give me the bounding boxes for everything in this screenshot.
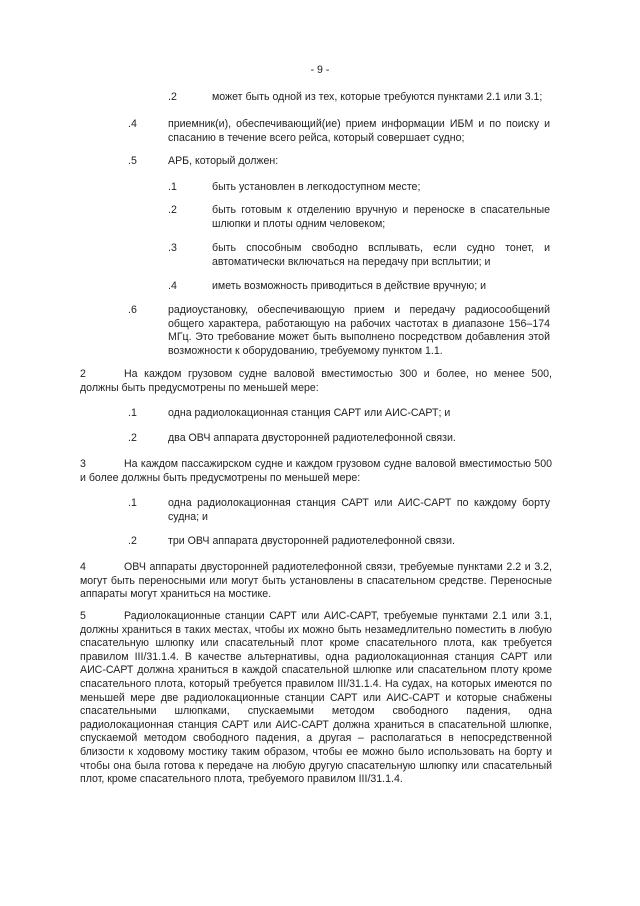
section-number: 5	[80, 610, 86, 622]
subitem-number: .1	[168, 181, 177, 193]
section-text: На каждом грузовом судне валовой вместимостью 300 и более, но менее 500, должны быть предусмотрены по меньшей мере:	[80, 368, 552, 394]
subitem-number: .3	[168, 242, 177, 254]
item-number: .1	[128, 407, 137, 419]
section-4-paragraph	[80, 561, 552, 602]
section-2-paragraph	[80, 368, 552, 395]
item-text: два ОВЧ аппарата двусторонней радиотелефонной связи.	[168, 432, 456, 444]
item-number: .5	[128, 155, 137, 167]
item-text: радиоустановку, обеспечивающую прием и передачу радиосообщений общего характера, работающую на рабочих частотах в диапазоне 156–174 МГц. Это требование может быть выполнено посредством добавления этой возможности к оборудованию, требуемому пунктом 1.1.	[168, 304, 550, 357]
item-number: .2	[128, 432, 137, 444]
subitem-number: .4	[168, 280, 177, 292]
section-text: Радиолокационные станции САРТ или АИС-САРТ, требуемые пунктами 2.1 или 3.1, должны храниться в таких местах, чтобы их можно быть незамедлительно поместить в любую спасательную шлюпку или спасательный плот кроме спасательного плота, как требуется правилом III/31.1.4. В качестве альтернативы, одна радиолокационная станция САРТ или АИС-САРТ должна храниться в каждой спасательной шлюпке или спасательном плоту кроме спасательного плота, который требуется правилом III/31.1.4. На судах, на которых имеются по меньшей мере две радиолокационные станции САРТ или АИС-САРТ и которые снабжены спасательными шлюпками, спускаемыми методом свободного падения, одна радиолокационная станция САРТ или АИС-САРТ должна храниться в спасательной шлюпке, спускаемой методом свободного падения, а другая – располагаться в непосредственной близости к ходовому мостику таким образом, чтобы ее можно было использовать на борту и чтобы она была готова к передаче на любую другую спасательную шлюпку или спасательный плот, кроме спасательного плота, требуемого правилом III/31.1.4.	[80, 610, 552, 786]
item-number: .2	[168, 91, 177, 103]
item-text: три ОВЧ аппарата двусторонней радиотелефонной связи.	[168, 535, 455, 547]
subitem-text: быть установлен в легкодоступном месте;	[212, 181, 421, 193]
item-text: приемник(и), обеспечивающий(ие) прием информации ИБМ и по поиску и спасанию в течение всего рейса, который совершает судно;	[168, 118, 550, 144]
subitem-text: быть способным свободно всплывать, если судно тонет, и автоматически включаться на передачу при всплытии; и	[212, 242, 550, 268]
subitem-number: .2	[168, 204, 177, 216]
item-text: одна радиолокационная станция САРТ или АИС-САРТ по каждому борту судна; и	[168, 497, 550, 523]
item-number: .2	[128, 535, 137, 547]
subitem-text: быть готовым к отделению вручную и переноске в спасательные шлюпки и плоты одним человеком;	[212, 204, 550, 230]
item-text: одна радиолокационная станция САРТ или АИС-САРТ; и	[168, 407, 451, 419]
item-number: .1	[128, 497, 137, 509]
section-text: На каждом пассажирском судне и каждом грузовом судне валовой вместимостью 500 и более должны быть предусмотрены по меньшей мере:	[80, 458, 552, 484]
section-3-paragraph	[80, 458, 552, 485]
item-number: .4	[128, 118, 137, 130]
subitem-text: иметь возможность приводиться в действие вручную; и	[212, 280, 487, 292]
item-text: АРБ, который должен:	[168, 155, 279, 167]
section-number: 2	[80, 368, 86, 380]
section-number: 4	[80, 561, 86, 573]
item-number: .6	[128, 304, 137, 316]
item-text: может быть одной из тех, которые требуются пунктами 2.1 или 3.1;	[212, 91, 543, 103]
section-text: ОВЧ аппараты двусторонней радиотелефонной связи, требуемые пунктами 2.2 и 3.2, могут быть переносными или могут быть установлены в спасательном средстве. Переносные аппараты могут храниться на мостике.	[80, 561, 552, 601]
section-5-paragraph	[80, 610, 552, 787]
section-number: 3	[80, 458, 86, 470]
page-number: - 9 -	[310, 64, 330, 76]
